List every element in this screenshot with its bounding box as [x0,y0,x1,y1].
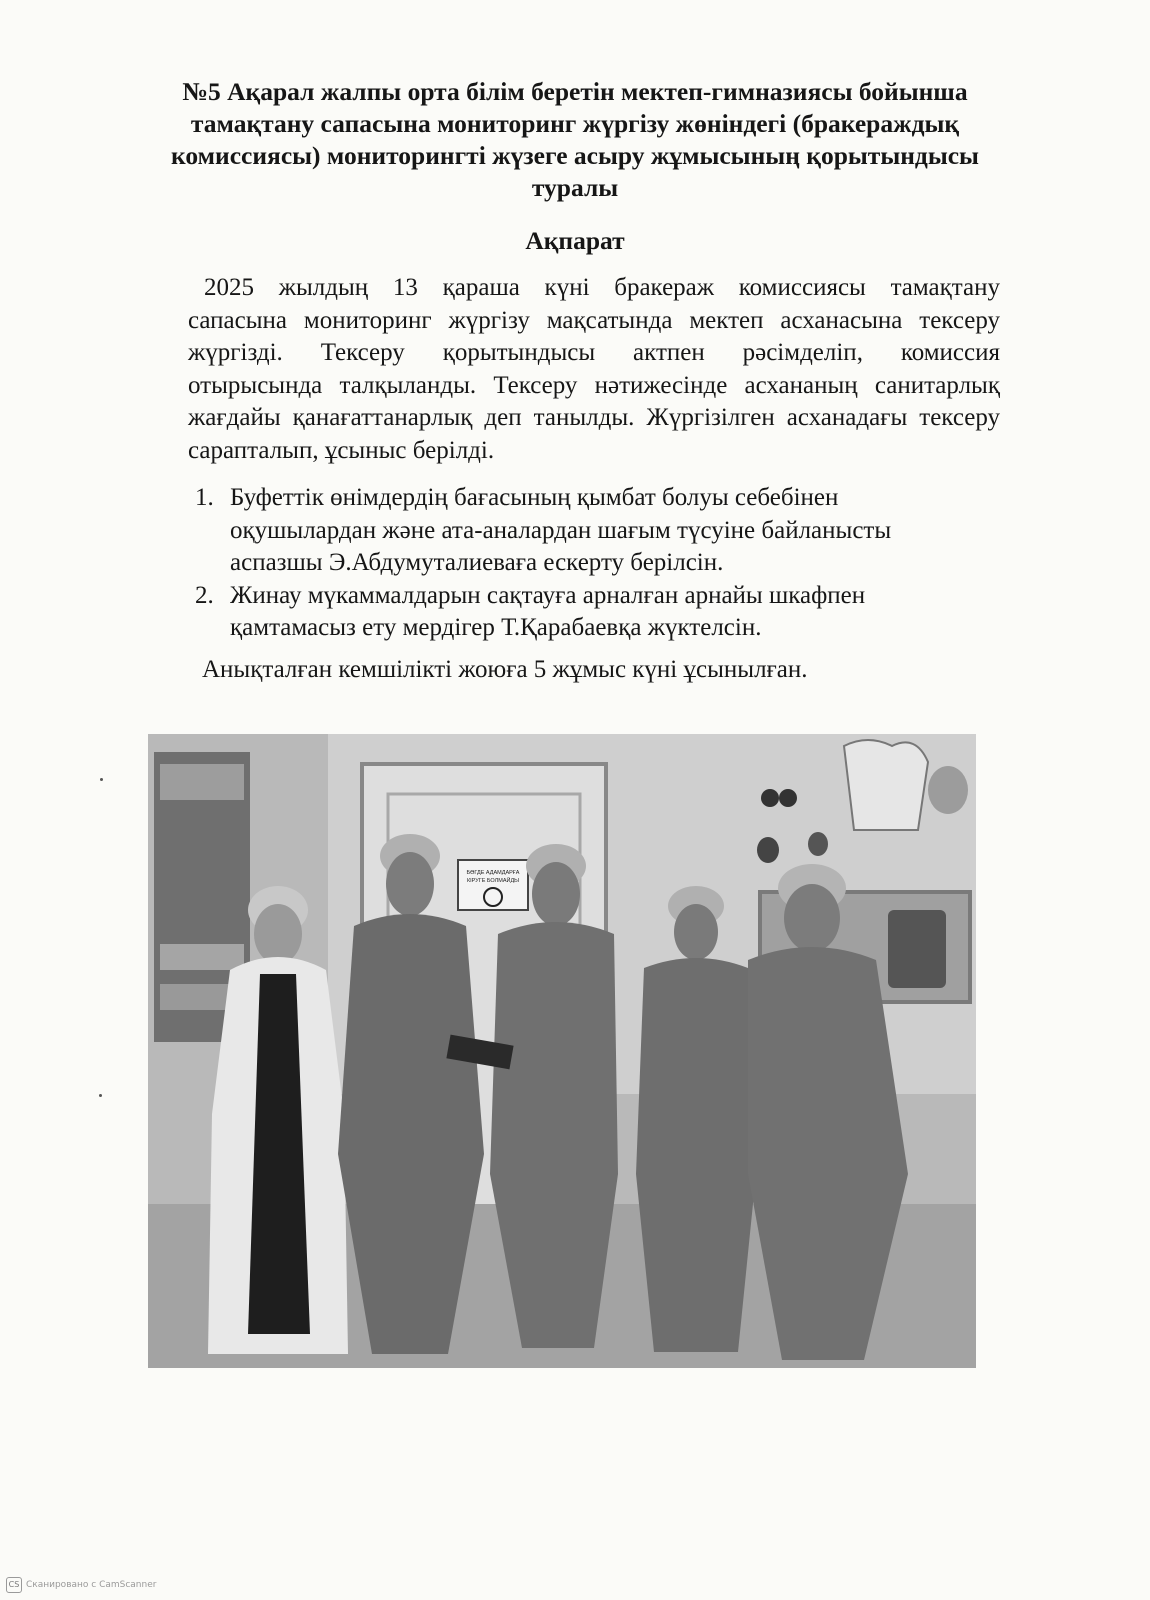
chef-hat-decoration [844,740,928,830]
poster-picture [160,944,244,970]
list-item [195,580,1015,645]
paragraph-line: сапасына мониторинг жүргізу мақсатында мектеп асханасына тексеру [188,306,1000,334]
list-item-line: Жинау мүкаммалдарын сақтауға арналған арнайы шкафпен [230,581,866,609]
list-item [195,482,1015,580]
list-item-number: 1. [195,484,214,511]
poster-header [160,764,244,800]
paragraph-line: 2025 жылдың 13 қараша күні бракераж комиссиясы тамақтану [204,274,1000,301]
scanner-watermark [6,1577,156,1593]
fruit-decoration [808,832,828,856]
cherry-decoration [779,789,797,807]
recommendations-list [195,482,1015,645]
fruit-decoration [757,837,779,863]
scan-speck [99,1094,102,1097]
title-line: тамақтану сапасына мониторинг жүргізу жөніндегі (бракераждық [190,109,960,138]
document-subtitle: Ақпарат [525,226,625,255]
kitchen-urn [888,910,946,988]
closing-sentence: Анықталған кемшілікті жоюға 5 жұмыс күні ұсынылған. [202,656,808,683]
camscanner-icon: CS [6,1577,22,1593]
list-item-line: оқушылардан және ата-аналардан шағым түсуіне байланысты [230,516,892,544]
paragraph-line: жүргізді. Тексеру қорытындысы актпен рәсімделіп, комиссия [188,339,1000,366]
apple-decoration [928,766,968,814]
door-sign-text: БӨГДЕ АДАМДАРҒА [466,870,520,876]
cherry-decoration [761,789,779,807]
body-paragraph [188,272,1000,467]
title-line: №5 Ақарал жалпы орта білім беретін мектеп-гимназиясы бойынша [182,77,968,106]
document-title [150,76,1000,204]
list-item-line: Буфеттік өнімдердің бағасының қымбат болуы себебінен [230,484,839,511]
list-item-number: 2. [195,581,214,609]
scan-speck [100,778,103,781]
scanner-text: Сканировано с CamScanner [26,1580,157,1590]
list-item-line: қамтамасыз ету мердігер Т.Қарабаевқа жүктелсін. [230,614,762,641]
group-photo [148,734,976,1368]
paragraph-line: жағдайы қанағаттанарлық деп танылды. Жүргізілген асханадағы тексеру [188,404,1000,431]
paragraph-line: отырысында талқыланды. Тексеру нәтижесінде асхананың санитарлық [188,371,1000,399]
paragraph-line: сарапталып, ұсыныс берілді. [188,436,495,464]
title-line: комиссиясы) мониторингті жүзеге асыру жұмысының қорытындысы [171,141,979,170]
list-item-line: аспазшы Э.Абдумуталиеваға ескерту берілсін. [230,549,724,576]
group-photo-illustration [148,734,976,1368]
door-sign [458,860,528,910]
door-sign-text: КІРУГЕ БОЛМАЙДЫ [466,878,520,884]
title-line: туралы [531,173,619,202]
